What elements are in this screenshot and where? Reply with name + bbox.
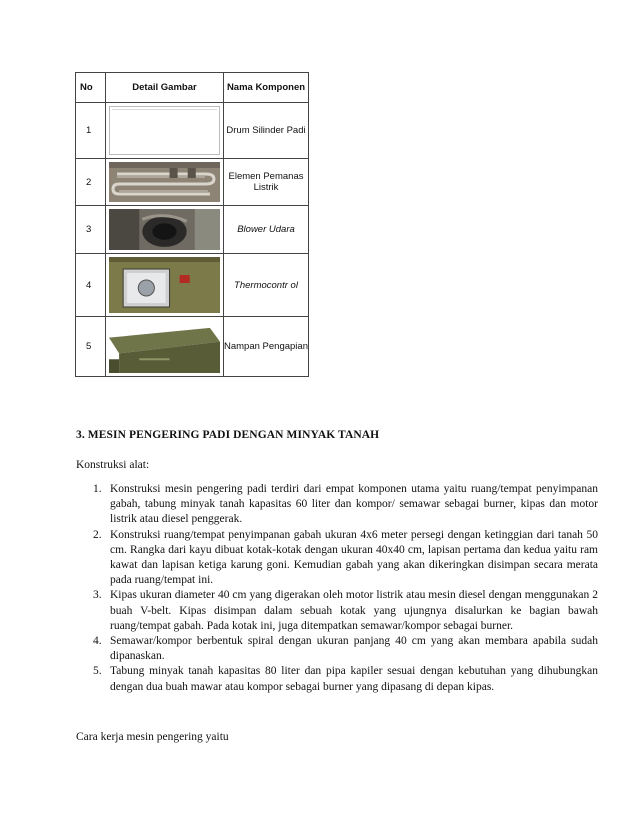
blower-photo [109, 209, 220, 250]
list-number: 3. [93, 589, 102, 602]
list-item [93, 588, 598, 634]
row-number: 2 [76, 159, 106, 206]
list-number: 5. [93, 665, 102, 678]
table-row [76, 206, 309, 254]
thermocontrol-photo [109, 257, 220, 313]
list-number: 1. [93, 483, 102, 495]
component-name: Drum Silinder Padi [224, 103, 309, 159]
list-text: Semawar/kompor berbentuk spiral dengan ukuran panjang 40 cm yang akan membara apabila sudah dipanaskan. [110, 635, 598, 663]
row-image-cell [106, 103, 224, 159]
header-detail: Detail Gambar [106, 73, 224, 103]
list-item [93, 482, 598, 528]
row-number: 4 [76, 254, 106, 317]
list-number: 4. [93, 635, 102, 648]
table-row [76, 254, 309, 317]
row-image-cell [106, 206, 224, 254]
construction-list [76, 482, 598, 695]
components-table [75, 72, 309, 377]
section-heading: 3. MESIN PENGERING PADI DENGAN MINYAK TANAH [76, 429, 380, 441]
header-name: Nama Komponen [224, 73, 309, 103]
drum-image-placeholder [109, 106, 220, 155]
closing-text: Cara kerja mesin pengering yaitu [76, 731, 229, 743]
component-name: Elemen Pemanas Listrik [224, 159, 309, 206]
list-text: Konstruksi mesin pengering padi terdiri dari empat komponen utama yaitu ruang/tempat penyimpanan gabah, tabung minyak tanah kapasitas 60 liter dan kompor/ semawar sebagai burner, kipas dan motor listrik atau diesel penggerak. [110, 483, 598, 526]
tray-photo [109, 320, 220, 373]
component-name: Thermocontr ol [224, 254, 309, 317]
list-text: Tabung minyak tanah kapasitas 80 liter dan pipa kapiler sesuai dengan kebutuhan yang dihubungkan dengan dua buah mawar atau kompor sebagai burner yang dipasang di depan kipas. [110, 665, 598, 693]
table-row [76, 159, 309, 206]
list-number: 2. [93, 528, 102, 541]
table-row [76, 103, 309, 159]
component-name: Nampan Pengapian [224, 317, 309, 377]
list-item [93, 664, 598, 694]
table-row [76, 317, 309, 377]
row-number: 5 [76, 317, 106, 377]
list-text: Kipas ukuran diameter 40 cm yang digerakan oleh motor listrik atau mesin diesel dengan menggunakan 2 buah V-belt. Kipas disimpan dalam sebuah kotak yang ujungnya disalurkan ke bagian bawah ruang/tempat gabah. Pada kotak ini, juga ditempatkan semawar/kompor sebagai burner. [110, 589, 598, 632]
intro-text: Konstruksi alat: [76, 459, 150, 471]
header-no: No [76, 73, 106, 103]
row-number: 1 [76, 103, 106, 159]
row-image-cell [106, 254, 224, 317]
list-item [93, 528, 598, 589]
list-text: Konstruksi ruang/tempat penyimpanan gabah ukuran 4x6 meter persegi dengan ketinggian dari tanah 50 cm. Rangka dari kayu dibuat kotak-kotak dengan ukuran 40x40 cm, lapisan pertama dan kedua yaitu ram kawat dan lapisan ketiga karung goni. Kemudian gabah yang akan dikeringkan disimpan secara merata pada ruang/tempat ini. [110, 528, 598, 587]
row-image-cell [106, 317, 224, 377]
list-item [93, 634, 598, 664]
component-name: Blower Udara [224, 206, 309, 254]
heating-element-photo [109, 162, 220, 202]
row-number: 3 [76, 206, 106, 254]
table-header-row [76, 73, 309, 103]
row-image-cell [106, 159, 224, 206]
